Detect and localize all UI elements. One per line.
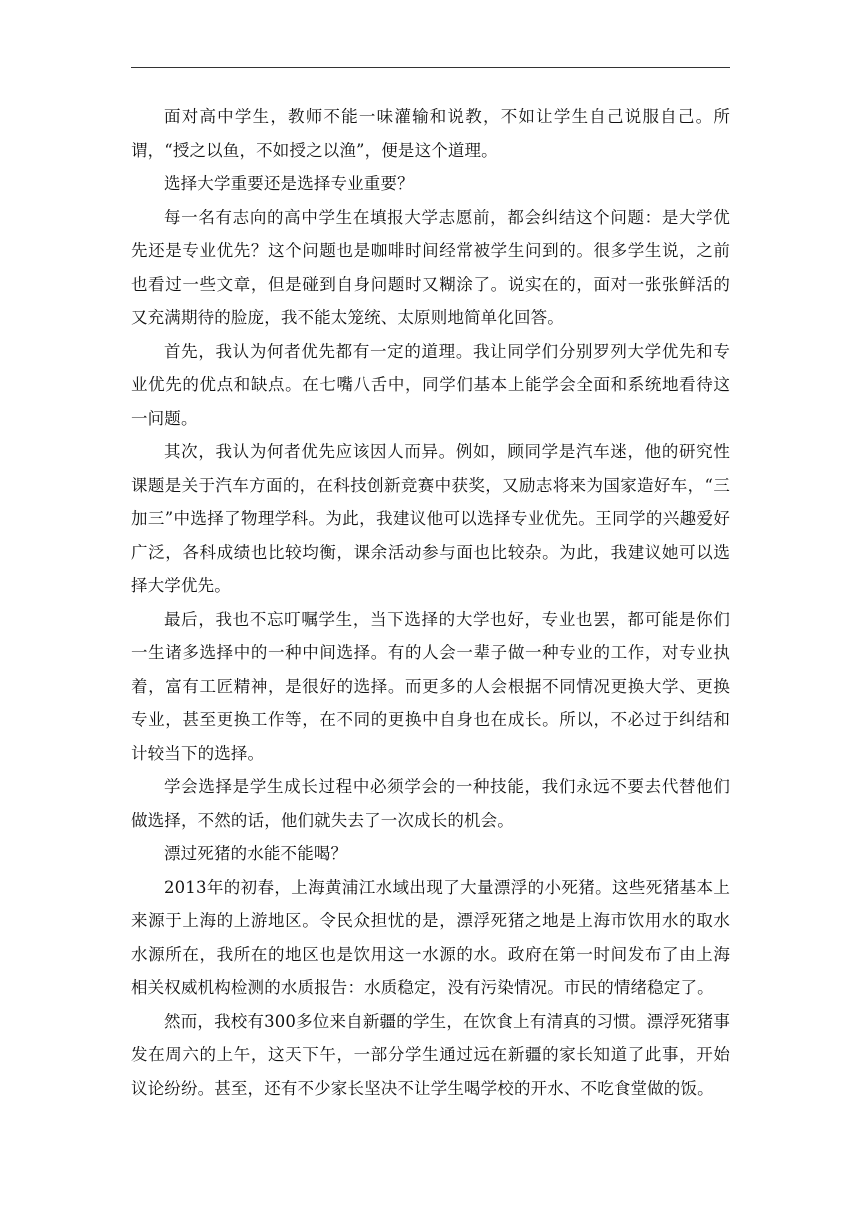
paragraph: 每一名有志向的高中学生在填报大学志愿前，都会纠结这个问题：是大学优先还是专业优先？这个问题也是咖啡时间经常被学生问到的。很多学生说，之前也看过一些文章，但是碰到自身问题时又糊涂了。说实在的，面对一张张鲜活的又充满期待的脸庞，我不能太笼统、太原则地简单化回答。 [131, 207, 730, 327]
document-body [131, 100, 730, 1105]
header-rule [131, 67, 730, 68]
paragraph: 首先，我认为何者优先都有一定的道理。我让同学们分别罗列大学优先和专业优先的优点和缺点。在七嘴八舌中，同学们基本上能学会全面和系统地看待这一问题。 [131, 341, 730, 428]
section-question: 选择大学重要还是选择专业重要？ [164, 174, 414, 193]
paragraph: 2013年的初春，上海黄浦江水域出现了大量漂浮的小死猪。这些死猪基本上来源于上海的上游地区。令民众担忧的是，漂浮死猪之地是上海市饮用水的取水水源所在，我所在的地区也是饮用这一水源的水。政府在第一时间发布了由上海相关权威机构检测的水质报告：水质稳定，没有污染情况。市民的情绪稳定了。 [131, 877, 730, 997]
paragraph: 面对高中学生，教师不能一味灌输和说教，不如让学生自己说服自己。所谓，“授之以鱼，不如授之以渔”，便是这个道理。 [131, 107, 730, 160]
paragraph: 学会选择是学生成长过程中必须学会的一种技能，我们永远不要去代替他们做选择，不然的话，他们就失去了一次成长的机会。 [131, 777, 730, 830]
paragraph: 其次，我认为何者优先应该因人而异。例如，顾同学是汽车迷，他的研究性课题是关于汽车方面的，在科技创新竞赛中获奖，又励志将来为国家造好车，“三加三”中选择了物理学科。为此，我建议他可以选择专业优先。王同学的兴趣爱好广泛，各科成绩也比较均衡，课余活动参与面也比较杂。为此，我建议她可以选择大学优先。 [131, 442, 730, 595]
paragraph: 然而，我校有300多位来自新疆的学生，在饮食上有清真的习惯。漂浮死猪事发在周六的上午，这天下午，一部分学生通过远在新疆的家长知道了此事，开始议论纷纷。甚至，还有不少家长坚决不让学生喝学校的开水、不吃食堂做的饭。 [131, 1011, 730, 1098]
section-question: 漂过死猪的水能不能喝？ [164, 844, 348, 863]
paragraph: 最后，我也不忘叮嘱学生，当下选择的大学也好，专业也罢，都可能是你们一生诸多选择中的一种中间选择。有的人会一辈子做一种专业的工作，对专业执着，富有工匠精神，是很好的选择。而更多的人会根据不同情况更换大学、更换专业，甚至更换工作等，在不同的更换中自身也在成长。所以，不必过于纠结和计较当下的选择。 [131, 609, 730, 763]
